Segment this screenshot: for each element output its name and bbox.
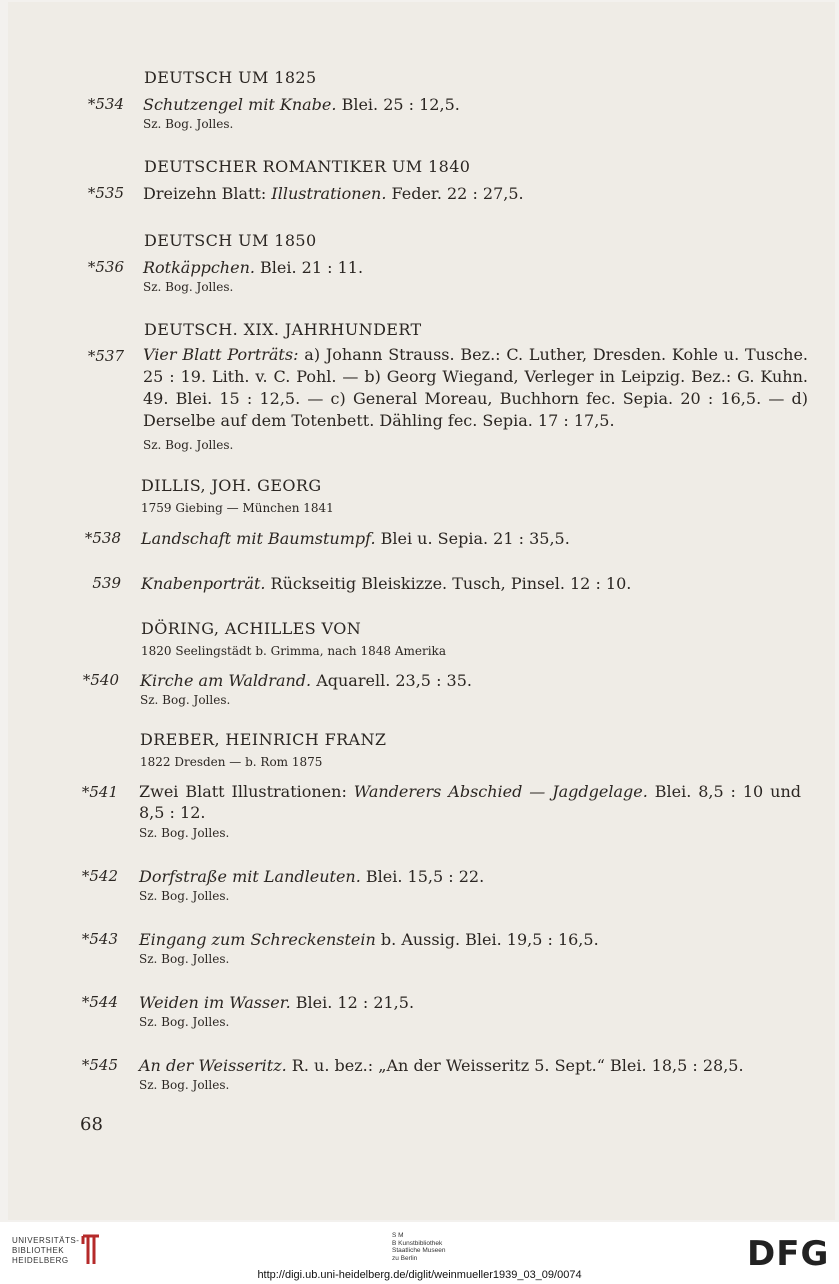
provenance: Sz. Bog. Jolles.: [139, 952, 230, 966]
section-heading: DEUTSCH UM 1825: [144, 68, 317, 87]
lot-description: [141, 573, 631, 594]
section-heading: DEUTSCH UM 1850: [144, 231, 317, 250]
lot-description: [141, 528, 570, 549]
library-line: BIBLIOTHEK: [12, 1246, 65, 1255]
lot-number: 539: [92, 574, 121, 592]
lot-details: R. u. bez.: „An der Weisseritz 5. Sept.“ Blei. 18,5 : 28,5.: [286, 1056, 744, 1075]
artist-dates: 1822 Dresden — b. Rom 1875: [140, 755, 323, 769]
artist-heading: DREBER, HEINRICH FRANZ: [140, 730, 387, 749]
lot-title: Landschaft mit Baumstumpf.: [141, 529, 376, 548]
permalink-url[interactable]: http://digi.ub.uni-heidelberg.de/diglit/weinmueller1939_03_09/0074: [257, 1269, 582, 1281]
lot-details: Blei u. Sepia. 21 : 35,5.: [375, 529, 570, 548]
lot-title: Dorfstraße mit Landleuten.: [139, 867, 361, 886]
provenance: Sz. Bog. Jolles.: [139, 1078, 230, 1092]
lot-description: [143, 183, 524, 204]
lot-description: [139, 1055, 744, 1076]
dfg-logo: DFG: [747, 1234, 830, 1274]
lot-description: [139, 992, 414, 1013]
lot-details: b. Aussig. Blei. 19,5 : 16,5.: [375, 930, 599, 949]
lot-description: [143, 344, 808, 432]
provenance: Sz. Bog. Jolles.: [143, 438, 234, 452]
lot-number: *545: [81, 1056, 118, 1074]
lot-details: Rückseitig Bleiskizze. Tusch, Pinsel. 12 : 10.: [265, 574, 632, 593]
artist-dates: 1759 Giebing — München 1841: [141, 501, 334, 515]
lot-title: Rotkäppchen.: [143, 258, 255, 277]
lot-number: *535: [87, 184, 124, 202]
lot-description: [139, 866, 484, 887]
lot-title: Kirche am Waldrand.: [140, 671, 312, 690]
university-seal-icon: [80, 1232, 102, 1266]
artist-dates: 1820 Seelingstädt b. Grimma, nach 1848 Amerika: [141, 644, 446, 658]
lot-title: Eingang zum Schreckenstein: [139, 930, 376, 949]
lot-details: Feder. 22 : 27,5.: [386, 184, 524, 203]
lot-details: Blei. 15,5 : 22.: [360, 867, 485, 886]
lot-details: Aquarell. 23,5 : 35.: [311, 671, 472, 690]
section-heading: DEUTSCHER ROMANTIKER UM 1840: [144, 157, 471, 176]
lot-title: Vier Blatt Porträts:: [143, 345, 299, 364]
lot-description: [139, 929, 599, 950]
provenance: Sz. Bog. Jolles.: [139, 1015, 230, 1029]
stamp-line: B Kunstbibliothek: [392, 1239, 443, 1247]
provenance: Sz. Bog. Jolles.: [139, 826, 230, 840]
library-line: HEIDELBERG: [12, 1256, 69, 1265]
lot-number: *538: [84, 529, 121, 547]
lot-description: [140, 670, 472, 691]
lot-number: *542: [81, 867, 118, 885]
lot-title: Knabenporträt.: [141, 574, 266, 593]
stamp-line: Staatliche Museen: [392, 1247, 446, 1254]
lot-prefix: Dreizehn Blatt:: [143, 184, 272, 203]
artist-heading: DÖRING, ACHILLES VON: [141, 619, 362, 638]
lot-description: [139, 781, 801, 823]
lot-number: *534: [87, 95, 124, 113]
stamp-line: S M: [392, 1232, 404, 1239]
library-line: UNIVERSITÄTS-: [12, 1236, 80, 1245]
provenance: Sz. Bog. Jolles.: [143, 117, 234, 131]
lot-number: *541: [81, 783, 118, 801]
artist-heading: DILLIS, JOH. GEORG: [141, 476, 322, 495]
lot-number: *536: [87, 258, 124, 276]
lot-number: *543: [81, 930, 118, 948]
lot-details: Blei. 21 : 11.: [254, 258, 364, 277]
lot-number: *544: [81, 993, 118, 1011]
lot-title: An der Weisseritz.: [139, 1056, 287, 1075]
lot-description: [143, 94, 460, 115]
page-number: 68: [80, 1114, 103, 1135]
lot-details: Blei. 25 : 12,5.: [336, 95, 460, 114]
library-logo-text: [12, 1236, 79, 1266]
lot-title: Illustrationen.: [271, 184, 387, 203]
section-heading: DEUTSCH. XIX. JAHRHUNDERT: [144, 320, 422, 339]
lot-title: Schutzengel mit Knabe.: [143, 95, 337, 114]
museum-stamp: [392, 1232, 445, 1262]
stamp-line: zu Berlin: [392, 1254, 418, 1262]
digitization-footer: [0, 1222, 839, 1284]
lot-description: [143, 257, 363, 278]
catalog-page: [8, 2, 835, 1220]
lot-number: *540: [82, 671, 119, 689]
lot-prefix: Zwei Blatt Illustrationen:: [139, 782, 354, 801]
lot-details: Blei. 8,5 : 10 und 8,5 : 12.: [139, 782, 801, 822]
lot-number: *537: [87, 347, 124, 365]
provenance: Sz. Bog. Jolles.: [143, 280, 234, 294]
provenance: Sz. Bog. Jolles.: [140, 693, 231, 707]
lot-details: Blei. 12 : 21,5.: [290, 993, 415, 1012]
lot-details: a) Johann Strauss. Bez.: C. Luther, Dresden. Kohle u. Tusche. 25 : 19. Lith. v. C. Pohl. — b) Georg Wiegand, Verleger in Leipzig. Bez.: G. Kuhn. 49. Blei. 15 : 12,5. — c) General Moreau, Buchhorn fec. Sepia. 20 : 16,5. — d) Derselbe auf dem Totenbett. Dähling fec. Sepia. 17 : 17,5.: [143, 345, 809, 430]
lot-title: Wanderers Abschied — Jagdgelage.: [353, 782, 648, 801]
lot-title: Weiden im Wasser.: [139, 993, 291, 1012]
provenance: Sz. Bog. Jolles.: [139, 889, 230, 903]
